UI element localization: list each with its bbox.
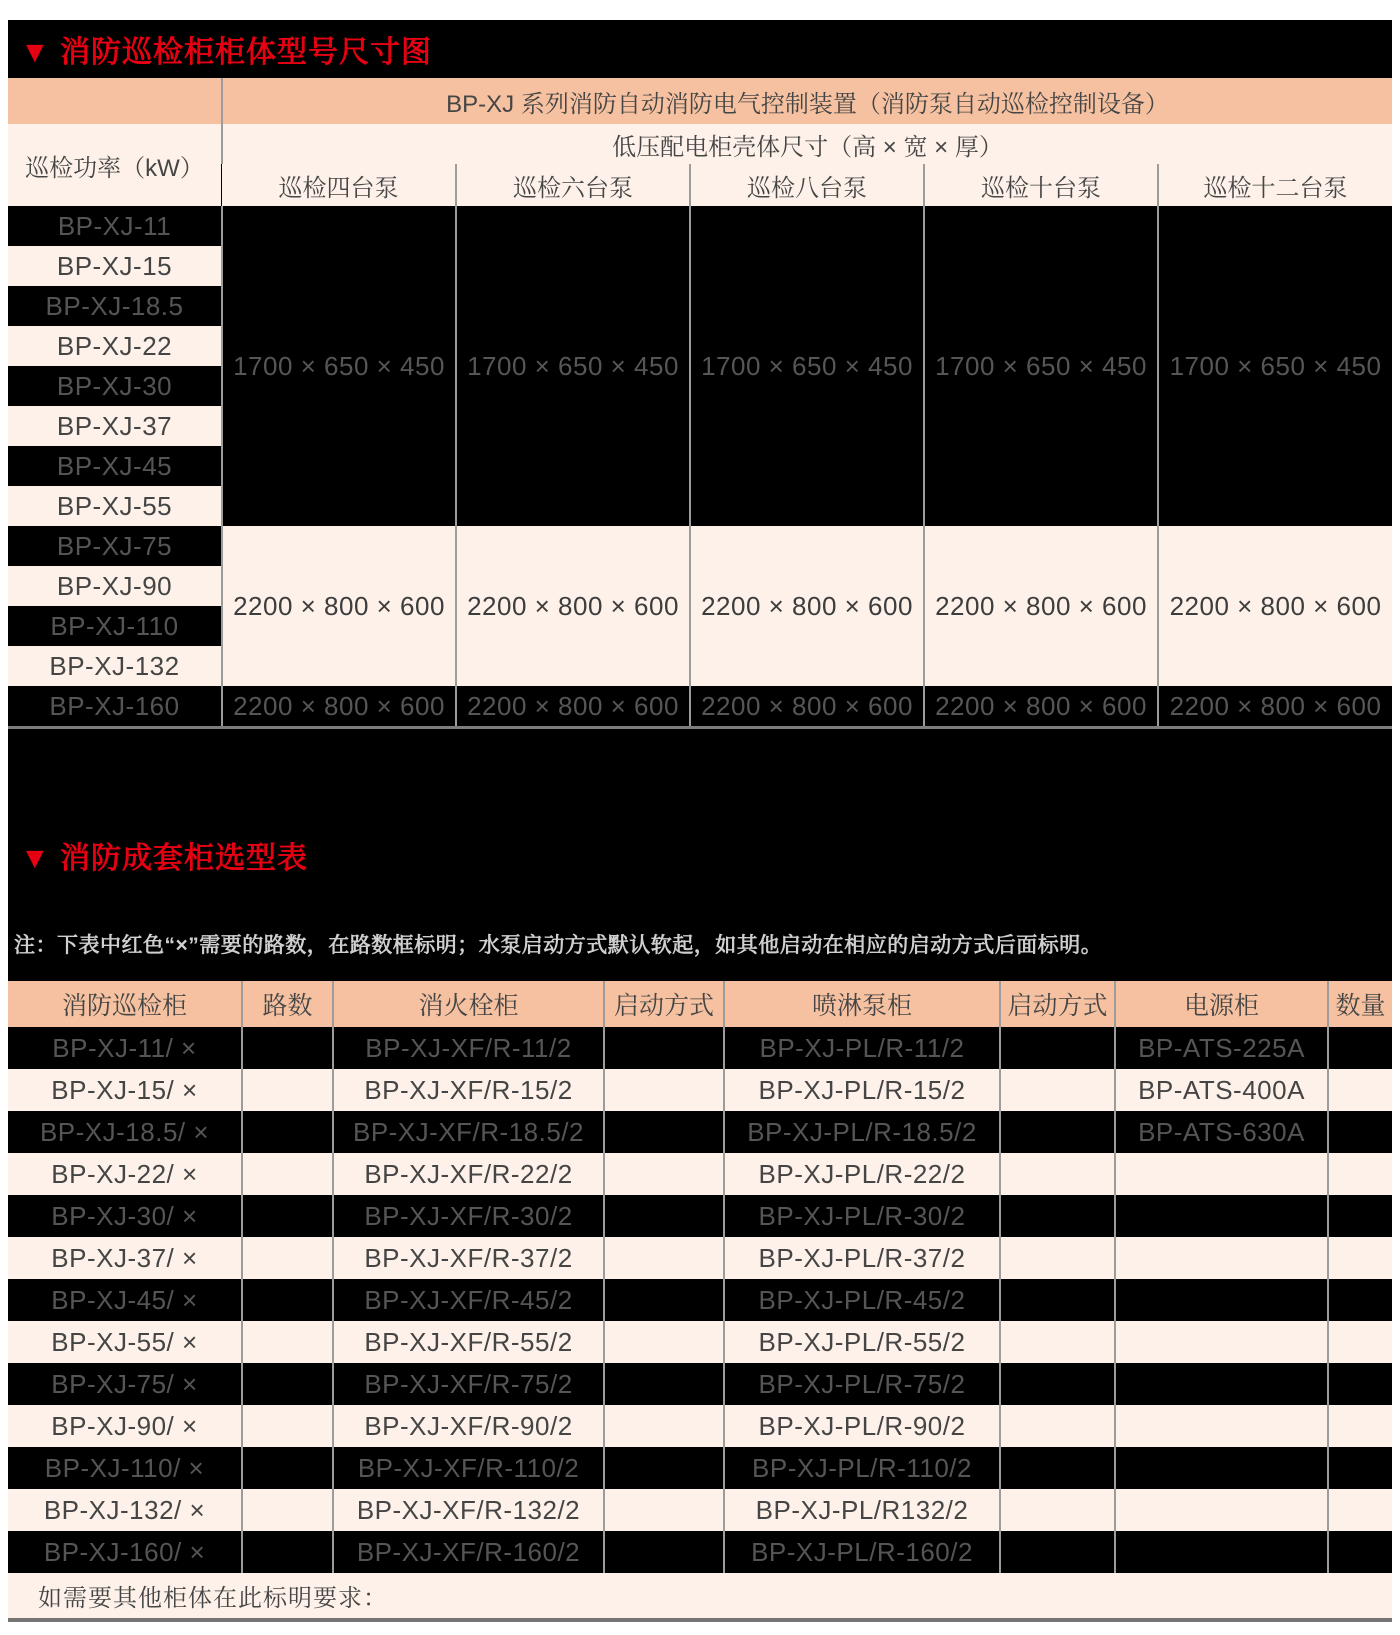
cell: BP-XJ-PL/R132/2	[724, 1489, 1000, 1531]
cell: BP-XJ-XF/R-22/2	[333, 1153, 604, 1195]
col-header-start-mode-1: 启动方式	[604, 981, 724, 1027]
cell	[604, 1321, 724, 1363]
cell	[1328, 1279, 1392, 1321]
cell	[1000, 1069, 1115, 1111]
col-header-inspection-cabinet: 消防巡检柜	[8, 981, 242, 1027]
table-row	[8, 1447, 1392, 1489]
cell: BP-XJ-PL/R-30/2	[724, 1195, 1000, 1237]
cell	[242, 1069, 333, 1111]
table-row	[8, 1027, 1392, 1069]
cell	[1328, 1237, 1392, 1279]
cell	[1328, 1363, 1392, 1405]
col-header-circuits: 路数	[242, 981, 333, 1027]
dimension-cell: 2200 × 800 × 600	[924, 686, 1158, 726]
t1-body	[8, 78, 1392, 726]
model-cell: BP-XJ-15	[8, 246, 222, 286]
cell: BP-XJ-15/ ×	[8, 1069, 242, 1111]
cell	[604, 1489, 724, 1531]
cell	[1115, 1531, 1328, 1573]
series-header-row	[8, 78, 1392, 124]
dimension-cell: 1700 × 650 × 450	[1158, 206, 1392, 526]
cell	[1000, 1153, 1115, 1195]
cell	[1000, 1363, 1115, 1405]
table-row	[8, 1489, 1392, 1531]
section1-title-bar	[8, 20, 1392, 78]
cell: BP-XJ-PL/R-37/2	[724, 1237, 1000, 1279]
cell	[242, 1195, 333, 1237]
cabinet-selection-table	[8, 981, 1392, 1618]
dimension-cell: 1700 × 650 × 450	[690, 206, 924, 526]
cell	[1328, 1153, 1392, 1195]
cell: BP-XJ-PL/R-45/2	[724, 1279, 1000, 1321]
cell: BP-ATS-630A	[1115, 1111, 1328, 1153]
dimension-cell: 2200 × 800 × 600	[690, 686, 924, 726]
cell: BP-XJ-55/ ×	[8, 1321, 242, 1363]
cabinet-dimensions-table	[8, 78, 1392, 726]
cell: BP-XJ-18.5/ ×	[8, 1111, 242, 1153]
cell: BP-XJ-XF/R-90/2	[333, 1405, 604, 1447]
cell	[242, 1111, 333, 1153]
table-row	[8, 1531, 1392, 1573]
t2-footer-row	[8, 1573, 1392, 1618]
dimension-cell: 1700 × 650 × 450	[222, 206, 456, 526]
cell	[604, 1195, 724, 1237]
pump-column-header: 巡检八台泵	[690, 164, 924, 206]
cell	[1328, 1321, 1392, 1363]
dimension-cell: 1700 × 650 × 450	[456, 206, 690, 526]
cell	[1328, 1405, 1392, 1447]
cell	[604, 1153, 724, 1195]
col-header-start-mode-2: 启动方式	[1000, 981, 1115, 1027]
cell: BP-XJ-XF/R-18.5/2	[333, 1111, 604, 1153]
cell	[604, 1363, 724, 1405]
cell	[1000, 1489, 1115, 1531]
cell: BP-XJ-XF/R-55/2	[333, 1321, 604, 1363]
table-row	[8, 1195, 1392, 1237]
cell: BP-XJ-PL/R-160/2	[724, 1531, 1000, 1573]
cell	[1328, 1531, 1392, 1573]
cell	[242, 1027, 333, 1069]
cell	[1115, 1447, 1328, 1489]
table-row	[8, 686, 1392, 726]
cell	[1115, 1405, 1328, 1447]
pump-column-header: 巡检六台泵	[456, 164, 690, 206]
cell	[1000, 1447, 1115, 1489]
cell	[1000, 1195, 1115, 1237]
cell	[1000, 1237, 1115, 1279]
cell	[1328, 1447, 1392, 1489]
model-cell: BP-XJ-37	[8, 406, 222, 446]
cell	[242, 1447, 333, 1489]
cell	[1000, 1111, 1115, 1153]
cell: BP-XJ-PL/R-110/2	[724, 1447, 1000, 1489]
cell	[242, 1153, 333, 1195]
model-cell: BP-XJ-132	[8, 646, 222, 686]
cell	[1115, 1195, 1328, 1237]
cell	[1115, 1279, 1328, 1321]
table-row	[8, 1405, 1392, 1447]
col-header-sprinkler-cabinet: 喷淋泵柜	[724, 981, 1000, 1027]
t2-body	[8, 1027, 1392, 1573]
cell: BP-XJ-110/ ×	[8, 1447, 242, 1489]
model-cell: BP-XJ-160	[8, 686, 222, 726]
model-cell: BP-XJ-22	[8, 326, 222, 366]
table-row	[8, 1363, 1392, 1405]
cell: BP-XJ-XF/R-37/2	[333, 1237, 604, 1279]
cell: BP-ATS-225A	[1115, 1027, 1328, 1069]
cell: BP-XJ-75/ ×	[8, 1363, 242, 1405]
model-cell: BP-XJ-110	[8, 606, 222, 646]
dimension-header-cell: 低压配电柜壳体尺寸（高 × 宽 × 厚）	[222, 124, 1392, 164]
cell	[242, 1237, 333, 1279]
power-header-cell: 巡检功率（kW）	[8, 124, 222, 206]
cell	[1115, 1321, 1328, 1363]
cell: BP-XJ-132/ ×	[8, 1489, 242, 1531]
table2-bottom-border	[8, 1618, 1392, 1622]
model-cell: BP-XJ-75	[8, 526, 222, 566]
t2-header-row	[8, 981, 1392, 1027]
cell	[1115, 1237, 1328, 1279]
cell	[1328, 1111, 1392, 1153]
table-row	[8, 1111, 1392, 1153]
cell: BP-XJ-XF/R-132/2	[333, 1489, 604, 1531]
cell: BP-XJ-11/ ×	[8, 1027, 242, 1069]
section1-title: ▼ 消防巡检柜柜体型号尺寸图	[20, 36, 433, 69]
cell: BP-XJ-XF/R-30/2	[333, 1195, 604, 1237]
dimension-cell: 2200 × 800 × 600	[1158, 526, 1392, 686]
col-header-power-cabinet: 电源柜	[1115, 981, 1328, 1027]
col-header-quantity: 数量	[1328, 981, 1392, 1027]
cell	[242, 1321, 333, 1363]
cell: BP-XJ-XF/R-75/2	[333, 1363, 604, 1405]
cell: BP-XJ-XF/R-110/2	[333, 1447, 604, 1489]
cell	[1000, 1321, 1115, 1363]
table-row	[8, 206, 1392, 246]
empty-corner-cell	[8, 78, 222, 124]
model-cell: BP-XJ-55	[8, 486, 222, 526]
dimension-cell: 2200 × 800 × 600	[222, 526, 456, 686]
table-row	[8, 1279, 1392, 1321]
cell: BP-XJ-90/ ×	[8, 1405, 242, 1447]
cell: BP-XJ-37/ ×	[8, 1237, 242, 1279]
cell: BP-XJ-PL/R-90/2	[724, 1405, 1000, 1447]
cell: BP-XJ-PL/R-22/2	[724, 1153, 1000, 1195]
cell: BP-XJ-22/ ×	[8, 1153, 242, 1195]
cell	[1328, 1027, 1392, 1069]
cell	[1000, 1531, 1115, 1573]
model-cell: BP-XJ-11	[8, 206, 222, 246]
model-cell: BP-XJ-45	[8, 446, 222, 486]
table-row	[8, 1237, 1392, 1279]
selection-note: 注：下表中红色“×”需要的路数，在路数框标明；水泵启动方式默认软起，如其他启动在相应的启动方式后面标明。	[14, 934, 1103, 957]
cell: BP-ATS-400A	[1115, 1069, 1328, 1111]
cell	[242, 1279, 333, 1321]
cell	[1328, 1489, 1392, 1531]
section2-header-area	[8, 729, 1392, 981]
cell	[242, 1363, 333, 1405]
cell	[1328, 1069, 1392, 1111]
cell	[604, 1447, 724, 1489]
section2-title: ▼ 消防成套柜选型表	[20, 842, 309, 875]
cell	[1000, 1027, 1115, 1069]
cell	[604, 1111, 724, 1153]
dimension-cell: 2200 × 800 × 600	[456, 526, 690, 686]
cell: BP-XJ-160/ ×	[8, 1531, 242, 1573]
table-row	[8, 1069, 1392, 1111]
content-area	[8, 20, 1392, 1622]
cell	[604, 1027, 724, 1069]
cell	[1115, 1363, 1328, 1405]
cell	[242, 1489, 333, 1531]
cell	[1115, 1153, 1328, 1195]
cell	[604, 1531, 724, 1573]
pump-column-header: 巡检十台泵	[924, 164, 1158, 206]
dimension-cell: 2200 × 800 × 600	[690, 526, 924, 686]
cell: BP-XJ-XF/R-11/2	[333, 1027, 604, 1069]
table-row	[8, 1153, 1392, 1195]
cell	[242, 1405, 333, 1447]
cell: BP-XJ-XF/R-15/2	[333, 1069, 604, 1111]
cell	[604, 1279, 724, 1321]
dimension-cell: 1700 × 650 × 450	[924, 206, 1158, 526]
model-cell: BP-XJ-90	[8, 566, 222, 606]
cell: BP-XJ-PL/R-15/2	[724, 1069, 1000, 1111]
cell	[604, 1069, 724, 1111]
dimension-cell: 2200 × 800 × 600	[1158, 686, 1392, 726]
cell	[1000, 1405, 1115, 1447]
cell: BP-XJ-PL/R-55/2	[724, 1321, 1000, 1363]
cell: BP-XJ-45/ ×	[8, 1279, 242, 1321]
cell	[604, 1405, 724, 1447]
model-cell: BP-XJ-18.5	[8, 286, 222, 326]
cell: BP-XJ-PL/R-18.5/2	[724, 1111, 1000, 1153]
cell	[1000, 1279, 1115, 1321]
cell: BP-XJ-XF/R-45/2	[333, 1279, 604, 1321]
cell	[604, 1237, 724, 1279]
model-cell: BP-XJ-30	[8, 366, 222, 406]
cell	[242, 1531, 333, 1573]
cell: BP-XJ-PL/R-75/2	[724, 1363, 1000, 1405]
cell: BP-XJ-PL/R-11/2	[724, 1027, 1000, 1069]
pump-column-header: 巡检十二台泵	[1158, 164, 1392, 206]
series-header-cell: BP-XJ 系列消防自动消防电气控制装置（消防泵自动巡检控制设备）	[222, 78, 1392, 124]
col-header-hydrant-cabinet: 消火栓柜	[333, 981, 604, 1027]
dimension-header-row	[8, 124, 1392, 164]
dimension-cell: 2200 × 800 × 600	[456, 686, 690, 726]
dimension-cell: 2200 × 800 × 600	[924, 526, 1158, 686]
other-cabinet-note-cell: 如需要其他柜体在此标明要求：	[8, 1573, 1392, 1618]
dimension-cell: 2200 × 800 × 600	[222, 686, 456, 726]
cell	[1328, 1195, 1392, 1237]
cell: BP-XJ-XF/R-160/2	[333, 1531, 604, 1573]
table-row	[8, 526, 1392, 566]
pump-column-header: 巡检四台泵	[222, 164, 456, 206]
cell: BP-XJ-30/ ×	[8, 1195, 242, 1237]
cell	[1115, 1489, 1328, 1531]
table-row	[8, 1321, 1392, 1363]
